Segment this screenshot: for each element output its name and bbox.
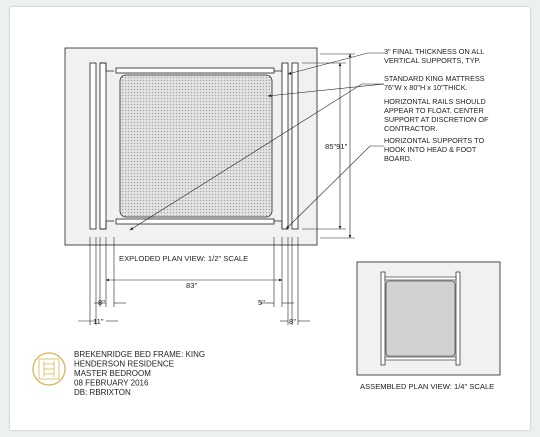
left-inner-dimension-label: 8" [98,298,105,307]
assembled-view-label: ASSEMBLED PLAN VIEW: 1/4" SCALE [360,382,495,391]
drawing-canvas [10,7,530,430]
drawn-by: DB: RBRIXTON [74,388,131,397]
right-outer-support [292,63,298,229]
note-line: APPEAR TO FLOAT. CENTER [384,106,484,115]
title-block [74,350,207,397]
left-outer-dimension-label: 11" [93,317,104,326]
bottom-rail [116,219,274,224]
drawing-title: BREKENRIDGE BED FRAME: KING [74,350,206,359]
project-name: HENDERSON RESIDENCE [74,359,175,369]
note-line: HOOK INTO HEAD & FOOT [384,145,477,154]
note-mattress [384,74,487,92]
drawing-date: 08 FEBRUARY 2016 [74,378,149,388]
drawing-sheet [10,7,530,430]
firm-logo [33,353,65,385]
note-line: HORIZONTAL SUPPORTS TO [384,136,485,145]
assembled-mattress [386,281,455,356]
assembled-right-support [456,272,460,365]
note-line: VERTICAL SUPPORTS, TYP. [384,56,481,65]
note-horizontal-rails [384,97,491,133]
note-line: STANDARD KING MATTRESS [384,74,485,83]
note-line: CONTRACTOR. [384,124,438,133]
note-final-thickness [384,47,486,65]
right-inner-support [282,63,288,229]
assembled-plan-view [357,262,500,375]
note-line: HORIZONTAL RAILS SHOULD [384,97,486,106]
left-inner-support [100,63,106,229]
note-line: 76"W x 80"H x 10"THICK. [384,83,468,92]
note-line: BOARD. [384,154,412,163]
right-outer-dimension-label: 8" [289,317,296,326]
assembled-left-support [381,272,385,365]
assembled-top-rail [385,277,456,280]
left-outer-support [90,63,96,229]
right-inner-dimension-label: 5" [258,298,265,307]
width-dimension-label: 83" [186,281,198,290]
note-line: 3" FINAL THICKNESS ON ALL [384,47,485,56]
mattress [120,75,272,217]
exploded-plan-view [65,48,317,245]
room-name: MASTER BEDROOM [74,369,151,378]
assembled-bottom-rail [385,357,456,360]
exploded-view-label: EXPLODED PLAN VIEW: 1/2" SCALE [119,254,249,263]
note-horizontal-supports [384,136,486,163]
note-line: SUPPORT AT DISCRETION OF [384,115,489,124]
height-dimension-label: 85"91" [325,142,348,151]
top-rail [116,68,274,73]
